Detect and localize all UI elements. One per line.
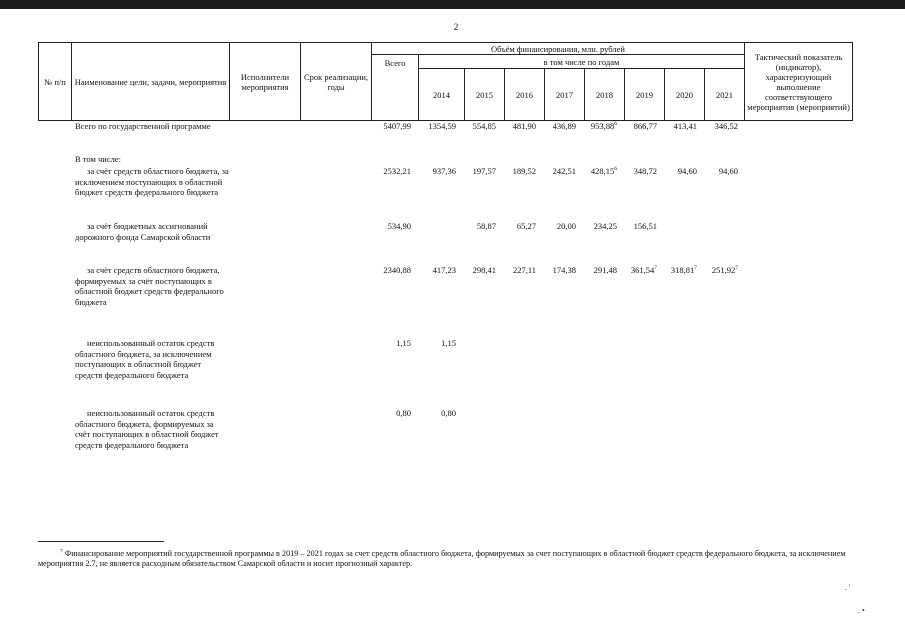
cell-value: 534,90 bbox=[387, 221, 411, 231]
cell-footnote-mark: 7 bbox=[735, 265, 738, 272]
cell-value: 94,60 bbox=[677, 166, 697, 176]
cell-total bbox=[363, 338, 411, 349]
row-name: за счёт средств областного бюджета, формируемых за счёт поступающих в областной бюджет средств федерального бюджета bbox=[75, 265, 224, 307]
cell-total bbox=[363, 408, 411, 419]
cell-value: 346,52 bbox=[714, 121, 738, 131]
cell-year bbox=[690, 265, 738, 276]
cell-footnote-mark: 6 bbox=[614, 166, 617, 173]
row-name: неиспользованный остаток средств областного бюджета, формируемых за счёт поступающих в областной бюджет средств федерального бюджета bbox=[75, 408, 219, 450]
footnote bbox=[38, 549, 860, 569]
header-year: 2016 bbox=[505, 69, 545, 121]
cell-value: 197,57 bbox=[472, 166, 496, 176]
cell-total bbox=[363, 166, 411, 177]
header-year: 2014 bbox=[419, 69, 465, 121]
cell-value: 20,00 bbox=[556, 221, 576, 231]
cell-year bbox=[609, 221, 657, 232]
header-total: Всего bbox=[372, 55, 419, 121]
cell-year bbox=[408, 338, 456, 349]
header-year: 2017 bbox=[545, 69, 585, 121]
cell-value: 298,41 bbox=[472, 265, 496, 275]
cell-value: 156,51 bbox=[633, 221, 657, 231]
header-indicator: Тактический показатель (индикатор), характеризующий выполнение соответствующего мероприятия (мероприятий) bbox=[745, 43, 853, 121]
cell-total bbox=[363, 121, 411, 132]
top-border-bar bbox=[0, 0, 905, 9]
header-no: № п/п bbox=[39, 43, 72, 121]
cell-value: 291,48 bbox=[593, 265, 617, 275]
cell-year bbox=[690, 166, 738, 177]
header-name: Наименование цели, задачи, мероприятия bbox=[72, 43, 230, 121]
table-header bbox=[38, 42, 853, 121]
cell-value: 0,80 bbox=[441, 408, 456, 418]
footnote-mark: 7 bbox=[60, 548, 63, 555]
cell-value: 417,23 bbox=[432, 265, 456, 275]
cell-value: 251,92 bbox=[711, 265, 736, 275]
cell-footnote-mark: 7 bbox=[694, 265, 697, 272]
header-year: 2015 bbox=[465, 69, 505, 121]
row-name: за счёт средств областного бюджета, за исключением поступающих в областной бюджет средств федерального бюджета bbox=[75, 166, 229, 197]
header-term: Срок реализации, годы bbox=[301, 43, 372, 121]
page-number: 2 bbox=[453, 22, 459, 32]
cell-value: 234,25 bbox=[593, 221, 617, 231]
cell-footnote-mark: 7 bbox=[654, 265, 657, 272]
footnote-separator bbox=[38, 541, 164, 542]
cell-value: 5407,99 bbox=[383, 121, 411, 131]
footnote-text: Финансирование мероприятий государственной программы в 2019 – 2021 годах за счет средств областного бюджета, формируемых за счет поступающих в областной бюджет средств федерального бюджета, за исключением мероприятия 2.7, не является расходным обязательством Самарской области и носит прогнозный характер. bbox=[38, 549, 846, 568]
cell-value: 481,90 bbox=[512, 121, 536, 131]
cell-value: 2532,21 bbox=[383, 166, 411, 176]
header-executors: Исполнители мероприятия bbox=[230, 43, 301, 121]
cell-value: 1,15 bbox=[396, 338, 411, 348]
cell-value: 58,87 bbox=[476, 221, 496, 231]
cell-year bbox=[408, 408, 456, 419]
cell-value: 428,15 bbox=[590, 166, 615, 176]
scan-speck: . ' bbox=[845, 583, 851, 592]
cell-value: 227,11 bbox=[512, 265, 536, 275]
header-year: 2021 bbox=[705, 69, 745, 121]
cell-value: 937,36 bbox=[432, 166, 456, 176]
cell-value: 94,60 bbox=[718, 166, 738, 176]
scan-speck: . • bbox=[858, 606, 865, 615]
header-year: 2019 bbox=[625, 69, 665, 121]
cell-value: 65,27 bbox=[516, 221, 536, 231]
row-name: Всего по государственной программе bbox=[75, 121, 211, 131]
cell-total bbox=[363, 265, 411, 276]
cell-value: 348,72 bbox=[633, 166, 657, 176]
cell-value: 1,15 bbox=[441, 338, 456, 348]
header-year: 2020 bbox=[665, 69, 705, 121]
row-name: В том числе: bbox=[75, 154, 121, 164]
cell-value: 1354,59 bbox=[428, 121, 456, 131]
cell-value: 436,89 bbox=[552, 121, 576, 131]
cell-year bbox=[690, 121, 738, 132]
cell-value: 554,85 bbox=[472, 121, 496, 131]
cell-footnote-mark: 6 bbox=[614, 121, 617, 128]
cell-value: 189,52 bbox=[512, 166, 536, 176]
cell-value: 174,38 bbox=[552, 265, 576, 275]
cell-value: 953,88 bbox=[590, 121, 615, 131]
cell-value: 2340,88 bbox=[383, 265, 411, 275]
cell-value: 361,54 bbox=[630, 265, 655, 275]
cell-value: 0,80 bbox=[396, 408, 411, 418]
cell-total bbox=[363, 221, 411, 232]
header-by-years: в том числе по годам bbox=[419, 55, 745, 69]
header-financing: Объём финансирования, млн. рублей bbox=[372, 43, 745, 55]
cell-value: 866,77 bbox=[633, 121, 657, 131]
cell-value: 318,81 bbox=[670, 265, 695, 275]
row-name: неиспользованный остаток средств областного бюджета, за исключением поступающих в областной бюджет средств федерального бюджета bbox=[75, 338, 215, 380]
row-name: за счёт бюджетных ассигнований дорожного фонда Самарской области bbox=[75, 221, 211, 242]
cell-value: 413,41 bbox=[673, 121, 697, 131]
cell-value: 242,51 bbox=[552, 166, 576, 176]
header-year: 2018 bbox=[585, 69, 625, 121]
